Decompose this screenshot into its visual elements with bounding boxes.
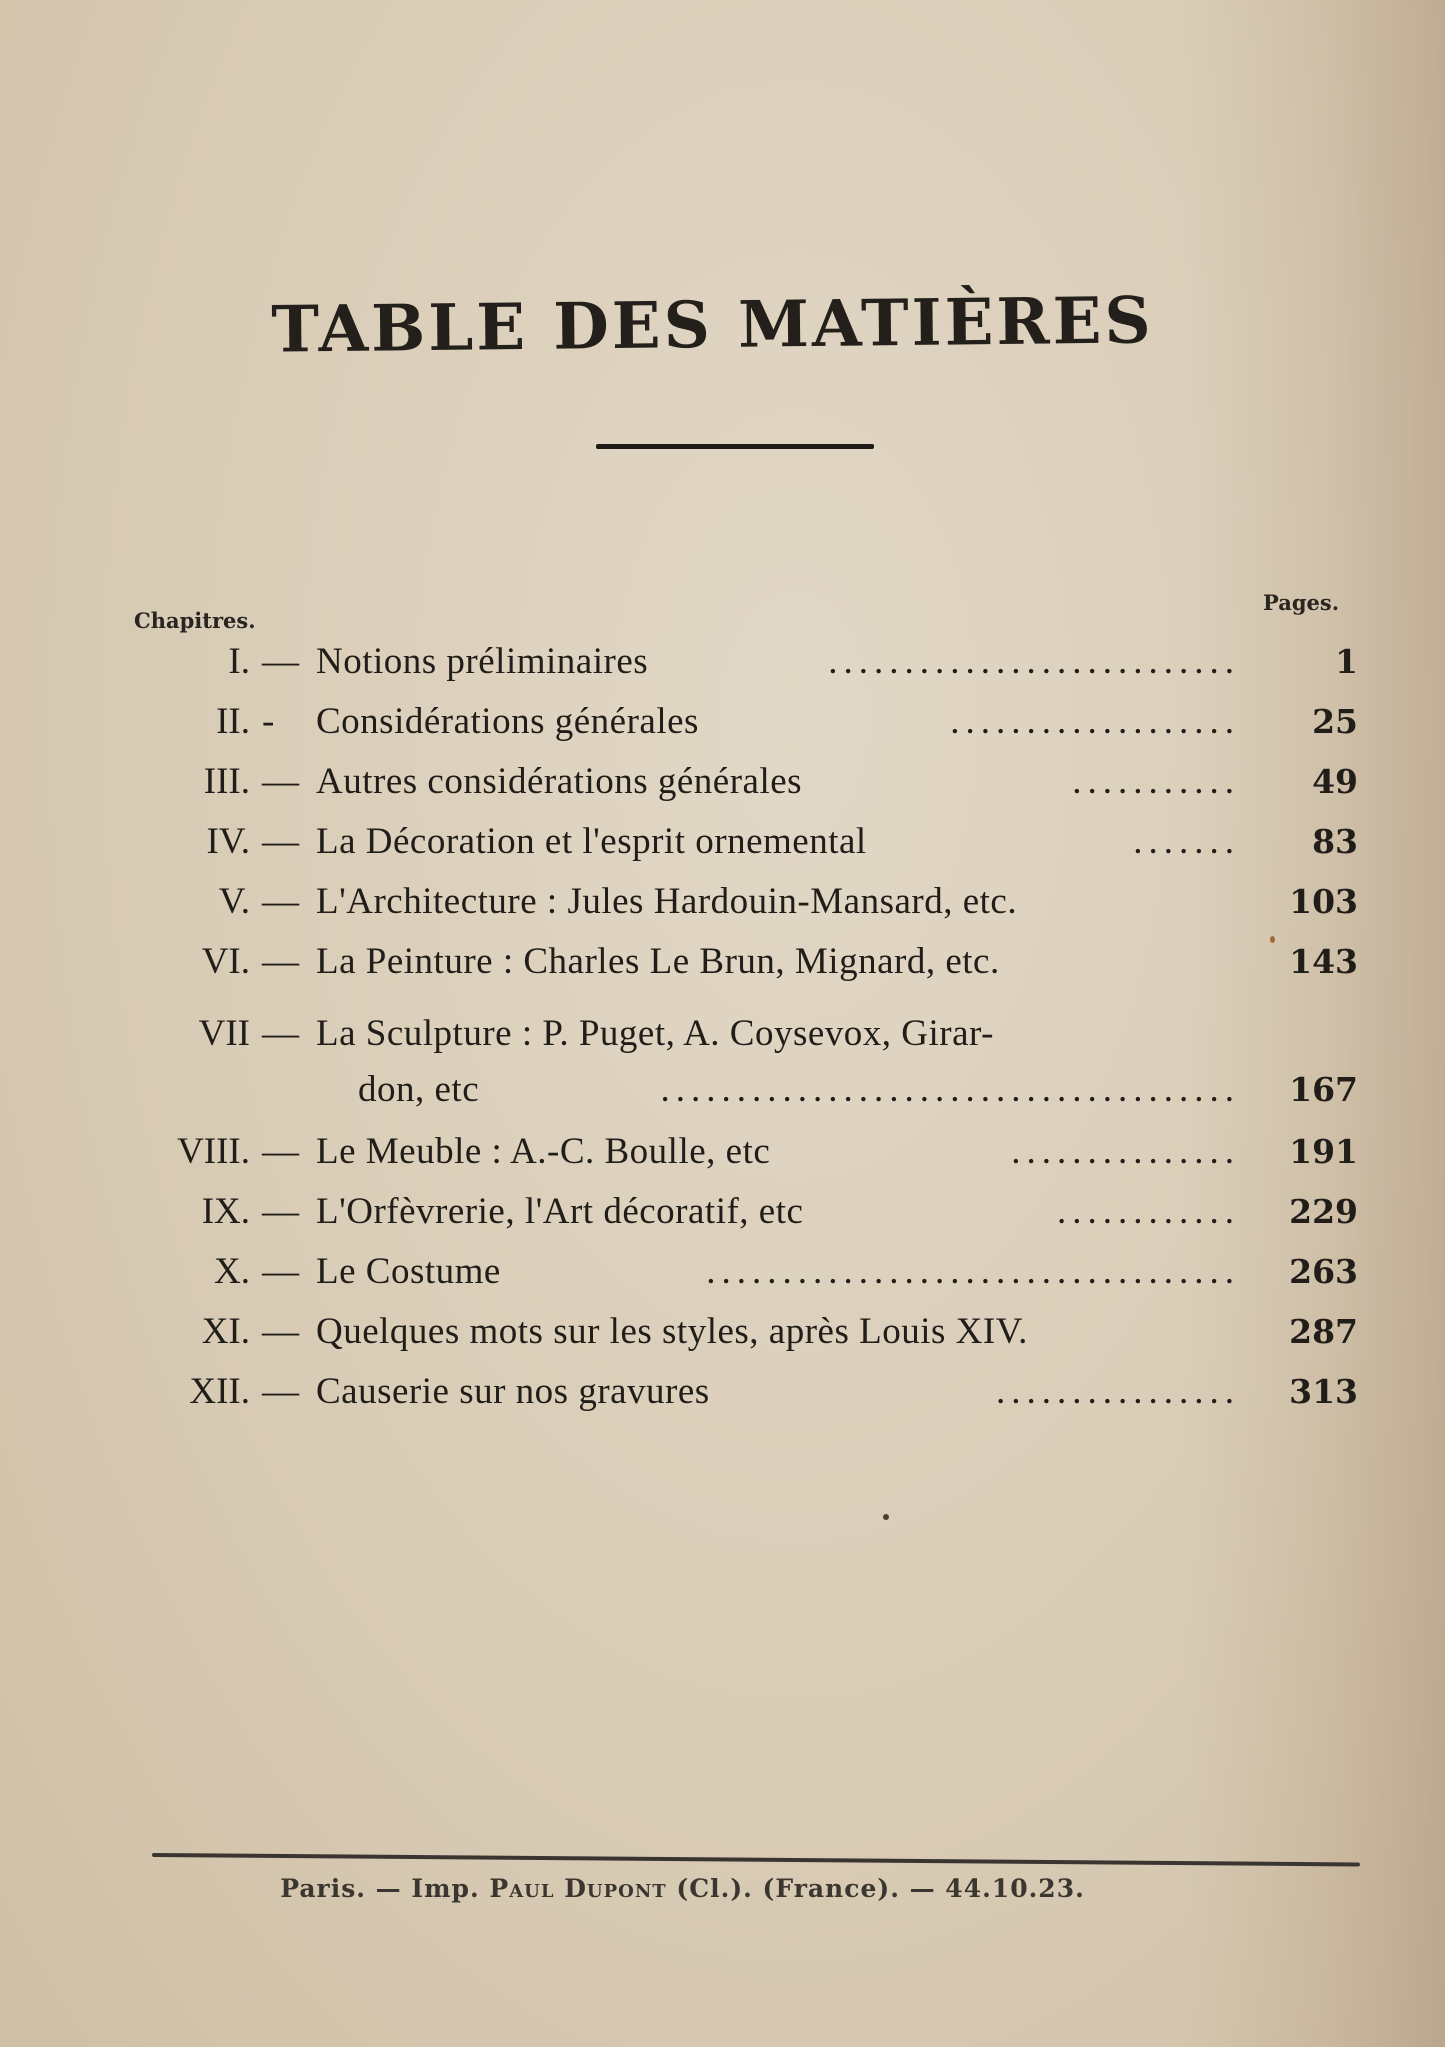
printer-imprint — [0, 1874, 1405, 1903]
chapter-numeral: XII. — [189, 1371, 250, 1412]
chapter-numeral: IX. — [201, 1191, 250, 1232]
chapter-title: Le Meuble : A.-C. Boulle, etc — [316, 1131, 771, 1172]
page-number: 25 — [1312, 702, 1358, 741]
toc-entry — [0, 874, 1445, 930]
chapter-dash: — — [262, 1371, 299, 1412]
chapter-title: Quelques mots sur les styles, après Louis XIV. — [316, 1311, 1028, 1352]
page-number: 191 — [1289, 1132, 1358, 1171]
dot-leader: ............ — [1057, 1191, 1240, 1232]
chapter-numeral: IV. — [206, 821, 250, 862]
chapter-dash: — — [262, 1013, 299, 1054]
title-rule-divider — [596, 444, 874, 449]
chapter-title: Causerie sur nos gravures — [316, 1371, 710, 1412]
chapter-numeral: VI. — [201, 941, 250, 982]
chapter-title: La Décoration et l'esprit ornemental — [316, 821, 867, 862]
dot-leader: ................................... — [706, 1251, 1240, 1292]
toc-entry — [0, 1304, 1445, 1360]
chapter-title-continuation: don, etc — [358, 1069, 480, 1110]
imprint-printer: Paul Dupont — [489, 1874, 667, 1903]
chapter-title: La Sculpture : P. Puget, A. Coysevox, Girar- — [316, 1013, 994, 1054]
dot-leader: ................ — [996, 1371, 1240, 1412]
page-number: 49 — [1312, 762, 1358, 801]
toc-entry — [0, 1184, 1445, 1240]
chapter-dash: — — [262, 881, 299, 922]
dot-leader: ....... — [1133, 821, 1240, 862]
chapter-numeral: X. — [214, 1251, 250, 1292]
chapter-dash: — — [262, 1131, 299, 1172]
page-number: 83 — [1312, 822, 1358, 861]
chapter-title: Considérations générales — [316, 701, 699, 742]
chapter-dash: — — [262, 1251, 299, 1292]
page-number: 313 — [1289, 1372, 1358, 1411]
page-number: 143 — [1289, 942, 1358, 981]
toc-entry — [0, 634, 1445, 690]
chapter-title: Le Costume — [316, 1251, 501, 1292]
toc-entry — [0, 1364, 1445, 1420]
toc-entry — [0, 1124, 1445, 1180]
page-number: 263 — [1289, 1252, 1358, 1291]
chapter-title: Autres considérations générales — [316, 761, 803, 802]
chapter-dash: — — [262, 941, 299, 982]
chapter-title: Notions préliminaires — [316, 641, 649, 682]
dot-leader: ........................... — [828, 641, 1240, 682]
page-title: TABLE DES MATIÈRES — [271, 283, 1154, 368]
toc-entry — [0, 934, 1445, 990]
toc-entry-continuation — [0, 1062, 1445, 1118]
toc-entry — [0, 694, 1445, 750]
dot-leader: ................... — [950, 701, 1240, 742]
chapter-dash: — — [262, 761, 299, 802]
stain-speck — [1270, 936, 1275, 943]
page-number: 1 — [1335, 642, 1358, 681]
chapter-dash: — — [262, 1191, 299, 1232]
chapter-numeral: XI. — [201, 1311, 250, 1352]
chapter-title: L'Architecture : Jules Hardouin-Mansard, etc. — [316, 881, 1018, 922]
page-number: 229 — [1289, 1192, 1358, 1231]
chapter-dash: — — [262, 821, 299, 862]
chapter-numeral: I. — [228, 641, 250, 682]
dot-leader: ........... — [1072, 761, 1240, 802]
chapter-numeral: VII — [198, 1013, 250, 1054]
imprint-suffix: (Cl.). (France). — 44.10.23. — [666, 1874, 1085, 1903]
imprint-prefix: Paris. — Imp. — [280, 1874, 490, 1903]
pages-column-header: Pages. — [1263, 590, 1340, 615]
chapter-numeral: VIII. — [177, 1131, 250, 1172]
chapter-dash: — — [262, 641, 299, 682]
footer-rule-divider — [152, 1853, 1360, 1866]
toc-entry — [0, 754, 1445, 810]
chapters-column-header: Chapitres. — [134, 608, 256, 633]
ink-speck — [883, 1514, 889, 1520]
toc-entry — [0, 1244, 1445, 1300]
chapter-dash: - — [262, 701, 275, 742]
chapter-dash: — — [262, 1311, 299, 1352]
page-number: 287 — [1289, 1312, 1358, 1351]
dot-leader: ...................................... — [660, 1069, 1240, 1110]
dot-leader: ............... — [1011, 1131, 1240, 1172]
chapter-title: L'Orfèvrerie, l'Art décoratif, etc — [316, 1191, 804, 1232]
page-number: 167 — [1289, 1070, 1358, 1109]
page-number: 103 — [1289, 882, 1358, 921]
toc-entry — [0, 814, 1445, 870]
chapter-numeral: III. — [203, 761, 250, 802]
toc-entry — [0, 1006, 1445, 1062]
chapter-title: La Peinture : Charles Le Brun, Mignard, etc. — [316, 941, 1000, 982]
chapter-numeral: II. — [216, 701, 250, 742]
chapter-numeral: V. — [218, 881, 250, 922]
